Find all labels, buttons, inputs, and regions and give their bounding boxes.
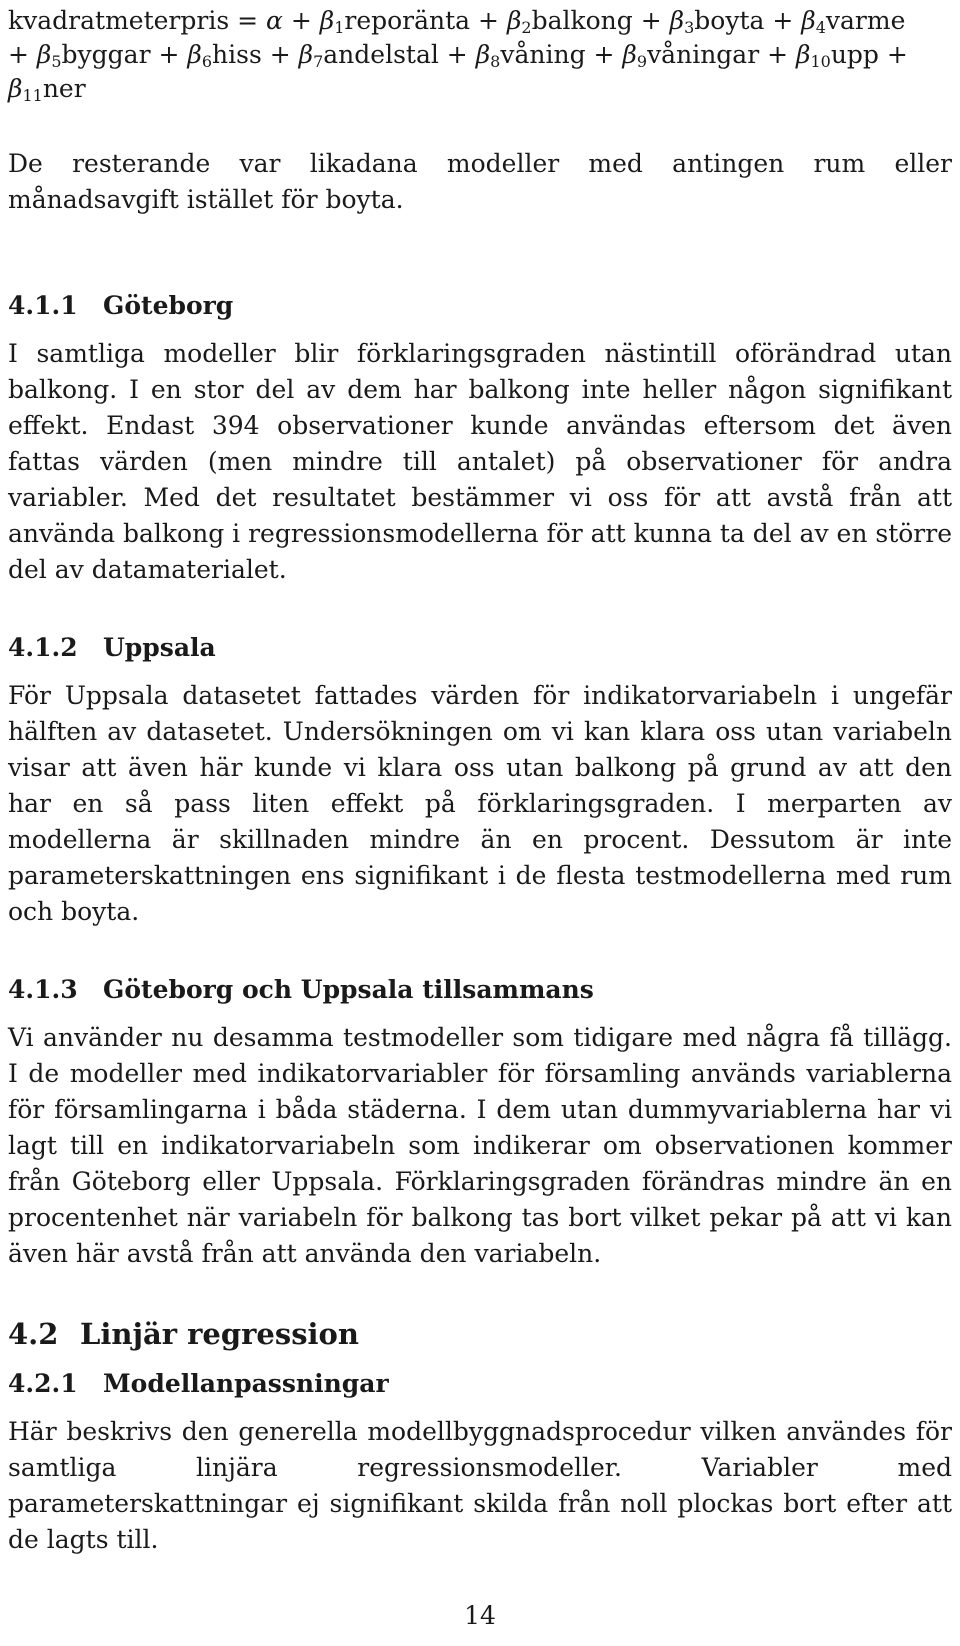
- equation-variable: balkong: [531, 6, 633, 35]
- plus-sign: +: [585, 40, 623, 69]
- equation-variable: andelstal: [323, 40, 439, 69]
- equation-line-3: [8, 72, 952, 106]
- equation-variable: boyta: [694, 6, 765, 35]
- section-4-1-2-paragraph: För Uppsala datasetet fattades värden för indikatorvariabeln i ungefär hälften av datasetet. Undersökningen om vi kan klara oss utan variabeln visar att även här kunde vi klara oss utan balkong på grund av att den har en så pass liten effekt på förklaringsgraden. I merparten av modellerna är skillnaden mindre än en procent. Dessutom är inte parameterskattningen ens signifikant i de flesta testmodellerna med rum och boyta.: [8, 681, 952, 926]
- beta-subscript: 8: [490, 52, 501, 71]
- beta-symbol: β: [8, 74, 23, 103]
- plus-sign: +: [282, 6, 320, 35]
- beta-subscript: 5: [51, 52, 62, 71]
- intro-paragraph: De resterande var likadana modeller med antingen rum eller månadsavgift istället för boyta.: [8, 149, 952, 214]
- equation-variable: våning: [500, 40, 586, 69]
- beta-symbol: β: [796, 40, 811, 69]
- section-heading-4-1-1: [8, 288, 952, 324]
- section-number: 4.2.1: [8, 1369, 78, 1398]
- beta-subscript: 1: [334, 18, 345, 37]
- equation-lhs: kvadratmeterpris: [8, 6, 230, 35]
- equation-variable: ner: [42, 74, 86, 103]
- beta-subscript: 3: [684, 18, 695, 37]
- section-title: Göteborg: [103, 291, 234, 320]
- plus-sign: +: [632, 6, 670, 35]
- page-content: [8, 0, 952, 1558]
- plus-sign: +: [150, 40, 188, 69]
- section-number: 4.2: [8, 1317, 59, 1351]
- equation-line-1: [8, 4, 952, 38]
- section-4-1-3-paragraph: Vi använder nu desamma testmodeller som tidigare med några få tillägg. I de modeller med indikatorvariabler för församling används variablerna för församlingarna i båda städerna. I dem utan dummyvariablerna har vi lagt till en indikatorvariabeln som indikerar om observationen kommer från Göteborg eller Uppsala. Förklaringsgraden förändras mindre än en procentenhet när variabeln för balkong tas bort vilket pekar på att vi kan även här avstå från att använda den variabeln.: [8, 1023, 952, 1268]
- section-4-2-1-paragraph: Här beskrivs den generella modellbyggnadsprocedur vilken användes för samtliga linjära regressionsmodeller. Variabler med parameterskattningar ej signifikant skilda från noll plockas bort efter att de lagts till.: [8, 1417, 952, 1554]
- equation-variable: varme: [825, 6, 906, 35]
- plus-sign: +: [438, 40, 476, 69]
- equation-variable: upp: [830, 40, 879, 69]
- equation-variable: byggar: [61, 40, 151, 69]
- beta-symbol: β: [622, 40, 637, 69]
- beta-symbol: β: [36, 40, 52, 69]
- section-number: 4.1.1: [8, 291, 78, 320]
- plus-sign: +: [470, 6, 507, 35]
- section-title: Göteborg och Uppsala tillsammans: [103, 975, 594, 1004]
- beta-symbol: β: [475, 40, 491, 69]
- beta-subscript: 4: [815, 18, 826, 37]
- section-heading-4-1-2: [8, 630, 952, 666]
- equals-sign: =: [229, 6, 266, 35]
- beta-subscript: 11: [22, 86, 43, 105]
- beta-subscript: 7: [313, 52, 324, 71]
- page-number: 14: [464, 1601, 496, 1630]
- section-number: 4.1.3: [8, 975, 78, 1004]
- section-heading-4-2: [8, 1314, 952, 1354]
- beta-subscript: 6: [201, 52, 213, 71]
- equation-variable: hiss: [212, 40, 262, 69]
- section-4-1-1-paragraph: I samtliga modeller blir förklaringsgraden nästintill oförändrad utan balkong. I en stor del av dem har balkong inte heller någon signifikant effekt. Endast 394 observationer kunde användas eftersom det även fattas värden (men mindre till antalet) på observationer för andra variabler. Med det resultatet bestämmer vi oss för att avstå från att använda balkong i regressionsmodellerna för att kunna ta del av en större del av datamaterialet.: [8, 339, 952, 584]
- plus-sign: +: [261, 40, 299, 69]
- equation-line-2: [8, 38, 952, 72]
- section-heading-4-2-1: [8, 1366, 952, 1402]
- beta-symbol: β: [319, 6, 335, 35]
- alpha-symbol: α: [266, 6, 283, 35]
- plus-sign: +: [878, 40, 908, 69]
- plus-sign: +: [8, 40, 37, 69]
- beta-symbol: β: [298, 40, 314, 69]
- section-heading-4-1-3: [8, 972, 952, 1008]
- beta-symbol: β: [506, 6, 522, 35]
- beta-symbol: β: [801, 6, 816, 35]
- regression-equation: [8, 4, 952, 106]
- beta-subscript: 9: [636, 52, 648, 71]
- section-title: Uppsala: [103, 633, 216, 662]
- plus-sign: +: [764, 6, 802, 35]
- beta-subscript: 2: [521, 18, 532, 37]
- beta-symbol: β: [669, 6, 685, 35]
- equation-variable: våningar: [647, 40, 760, 69]
- section-title: Modellanpassningar: [103, 1369, 389, 1398]
- section-title: Linjär regression: [80, 1317, 359, 1351]
- beta-symbol: β: [187, 40, 202, 69]
- beta-subscript: 10: [810, 52, 831, 71]
- section-number: 4.1.2: [8, 633, 78, 662]
- plus-sign: +: [759, 40, 796, 69]
- equation-variable: reporänta: [344, 6, 471, 35]
